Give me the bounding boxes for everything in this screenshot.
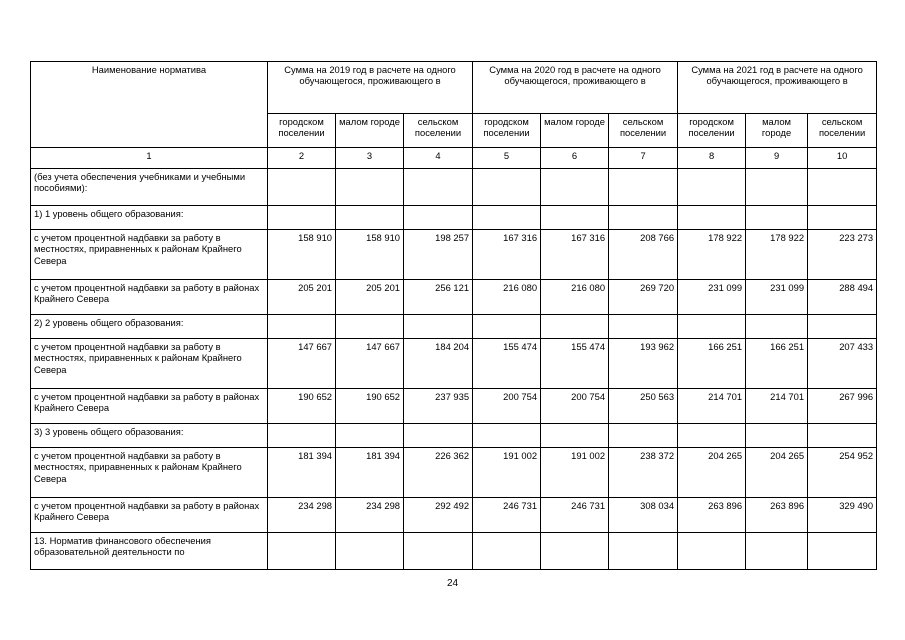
value-cell [541,206,609,230]
row-label: 1) 1 уровень общего образования: [31,206,268,230]
value-cell: 216 080 [541,280,609,315]
value-cell [678,169,746,206]
value-cell [746,315,808,339]
value-cell: 190 652 [268,389,336,424]
column-number: 10 [808,148,877,169]
value-cell: 207 433 [808,339,877,389]
value-cell [336,169,404,206]
column-number: 3 [336,148,404,169]
value-cell [678,533,746,570]
value-cell: 205 201 [336,280,404,315]
value-cell: 238 372 [609,448,678,498]
value-cell: 166 251 [678,339,746,389]
table-row [31,169,877,206]
value-cell: 308 034 [609,498,678,533]
value-cell [746,533,808,570]
value-cell: 237 935 [404,389,473,424]
table-row [31,533,877,570]
value-cell: 234 298 [336,498,404,533]
value-cell: 147 667 [336,339,404,389]
table-row [31,339,877,389]
value-cell [404,533,473,570]
value-cell [541,424,609,448]
value-cell: 155 474 [541,339,609,389]
value-cell [404,424,473,448]
value-cell [808,533,877,570]
table-row [31,315,877,339]
header-sub-cell: малом городе [541,114,609,148]
table-row [31,230,877,280]
value-cell: 269 720 [609,280,678,315]
column-number-row [31,148,877,169]
value-cell [678,424,746,448]
table-row [31,424,877,448]
value-cell [808,169,877,206]
value-cell [336,533,404,570]
column-number: 4 [404,148,473,169]
header-group-2021: Сумма на 2021 год в расчете на одного обучающегося, проживающего в [678,62,877,114]
row-label: 13. Норматив финансового обеспечения образовательной деятельности по [31,533,268,570]
value-cell [268,169,336,206]
value-cell [808,424,877,448]
value-cell [268,315,336,339]
normatives-table [30,61,877,570]
value-cell: 214 701 [746,389,808,424]
row-label: 2) 2 уровень общего образования: [31,315,268,339]
column-number: 5 [473,148,541,169]
value-cell [808,206,877,230]
page-number: 24 [446,578,459,589]
value-cell: 166 251 [746,339,808,389]
value-cell: 226 362 [404,448,473,498]
row-label: 3) 3 уровень общего образования: [31,424,268,448]
value-cell [678,206,746,230]
header-group-2019: Сумма на 2019 год в расчете на одного обучающегося, проживающего в [268,62,473,114]
value-cell: 234 298 [268,498,336,533]
value-cell: 167 316 [541,230,609,280]
row-label: с учетом процентной надбавки за работу в районах Крайнего Севера [31,498,268,533]
column-number: 8 [678,148,746,169]
value-cell: 191 002 [541,448,609,498]
value-cell: 184 204 [404,339,473,389]
header-sub-cell: малом городе [336,114,404,148]
value-cell: 205 201 [268,280,336,315]
value-cell [609,533,678,570]
header-sub-cell: сельском поселении [808,114,877,148]
value-cell [268,206,336,230]
value-cell: 288 494 [808,280,877,315]
value-cell: 223 273 [808,230,877,280]
value-cell: 178 922 [678,230,746,280]
value-cell [268,424,336,448]
header-sub-cell: городском поселении [678,114,746,148]
column-number: 1 [31,148,268,169]
header-sub-cell: городском поселении [268,114,336,148]
value-cell: 267 996 [808,389,877,424]
value-cell: 263 896 [678,498,746,533]
header-name-cell: Наименование норматива [31,62,268,148]
value-cell [541,315,609,339]
value-cell [609,424,678,448]
row-label: с учетом процентной надбавки за работу в местностях, приравненных к районам Крайнего Севера [31,448,268,498]
table-row [31,389,877,424]
value-cell [336,206,404,230]
value-cell: 158 910 [336,230,404,280]
value-cell: 246 731 [541,498,609,533]
value-cell: 198 257 [404,230,473,280]
value-cell: 191 002 [473,448,541,498]
value-cell: 292 492 [404,498,473,533]
header-sub-cell: сельском поселении [609,114,678,148]
column-number: 6 [541,148,609,169]
value-cell [609,206,678,230]
value-cell: 204 265 [678,448,746,498]
value-cell [746,169,808,206]
value-cell: 256 121 [404,280,473,315]
value-cell [404,315,473,339]
value-cell [268,533,336,570]
value-cell: 204 265 [746,448,808,498]
value-cell [404,206,473,230]
value-cell: 250 563 [609,389,678,424]
row-label: с учетом процентной надбавки за работу в местностях, приравненных к районам Крайнего Севера [31,339,268,389]
value-cell: 181 394 [336,448,404,498]
column-number: 2 [268,148,336,169]
value-cell [336,315,404,339]
row-label: с учетом процентной надбавки за работу в районах Крайнего Севера [31,389,268,424]
value-cell [473,315,541,339]
row-label: с учетом процентной надбавки за работу в районах Крайнего Севера [31,280,268,315]
value-cell: 181 394 [268,448,336,498]
value-cell: 190 652 [336,389,404,424]
value-cell [473,206,541,230]
value-cell [746,424,808,448]
value-cell: 178 922 [746,230,808,280]
value-cell: 147 667 [268,339,336,389]
table-row [31,448,877,498]
value-cell: 193 962 [609,339,678,389]
value-cell [473,424,541,448]
value-cell [336,424,404,448]
value-cell: 208 766 [609,230,678,280]
row-label: (без учета обеспечения учебниками и учебными пособиями): [31,169,268,206]
value-cell [473,169,541,206]
table-row [31,206,877,230]
value-cell: 254 952 [808,448,877,498]
value-cell [541,169,609,206]
value-cell: 263 896 [746,498,808,533]
value-cell: 158 910 [268,230,336,280]
row-label: с учетом процентной надбавки за работу в местностях, приравненных к районам Крайнего Севера [31,230,268,280]
value-cell [404,169,473,206]
value-cell [609,315,678,339]
value-cell: 246 731 [473,498,541,533]
value-cell [678,315,746,339]
value-cell [541,533,609,570]
column-number: 9 [746,148,808,169]
table-row [31,498,877,533]
value-cell [473,533,541,570]
value-cell: 329 490 [808,498,877,533]
value-cell [609,169,678,206]
value-cell: 231 099 [678,280,746,315]
header-sub-cell: сельском поселении [404,114,473,148]
value-cell: 231 099 [746,280,808,315]
value-cell: 155 474 [473,339,541,389]
table-row [31,280,877,315]
value-cell [746,206,808,230]
header-group-2020: Сумма на 2020 год в расчете на одного обучающегося, проживающего в [473,62,678,114]
header-row-groups [31,62,877,114]
value-cell: 200 754 [541,389,609,424]
header-sub-cell: городском поселении [473,114,541,148]
value-cell: 216 080 [473,280,541,315]
header-sub-cell: малом городе [746,114,808,148]
value-cell: 214 701 [678,389,746,424]
value-cell: 200 754 [473,389,541,424]
value-cell [808,315,877,339]
column-number: 7 [609,148,678,169]
value-cell: 167 316 [473,230,541,280]
